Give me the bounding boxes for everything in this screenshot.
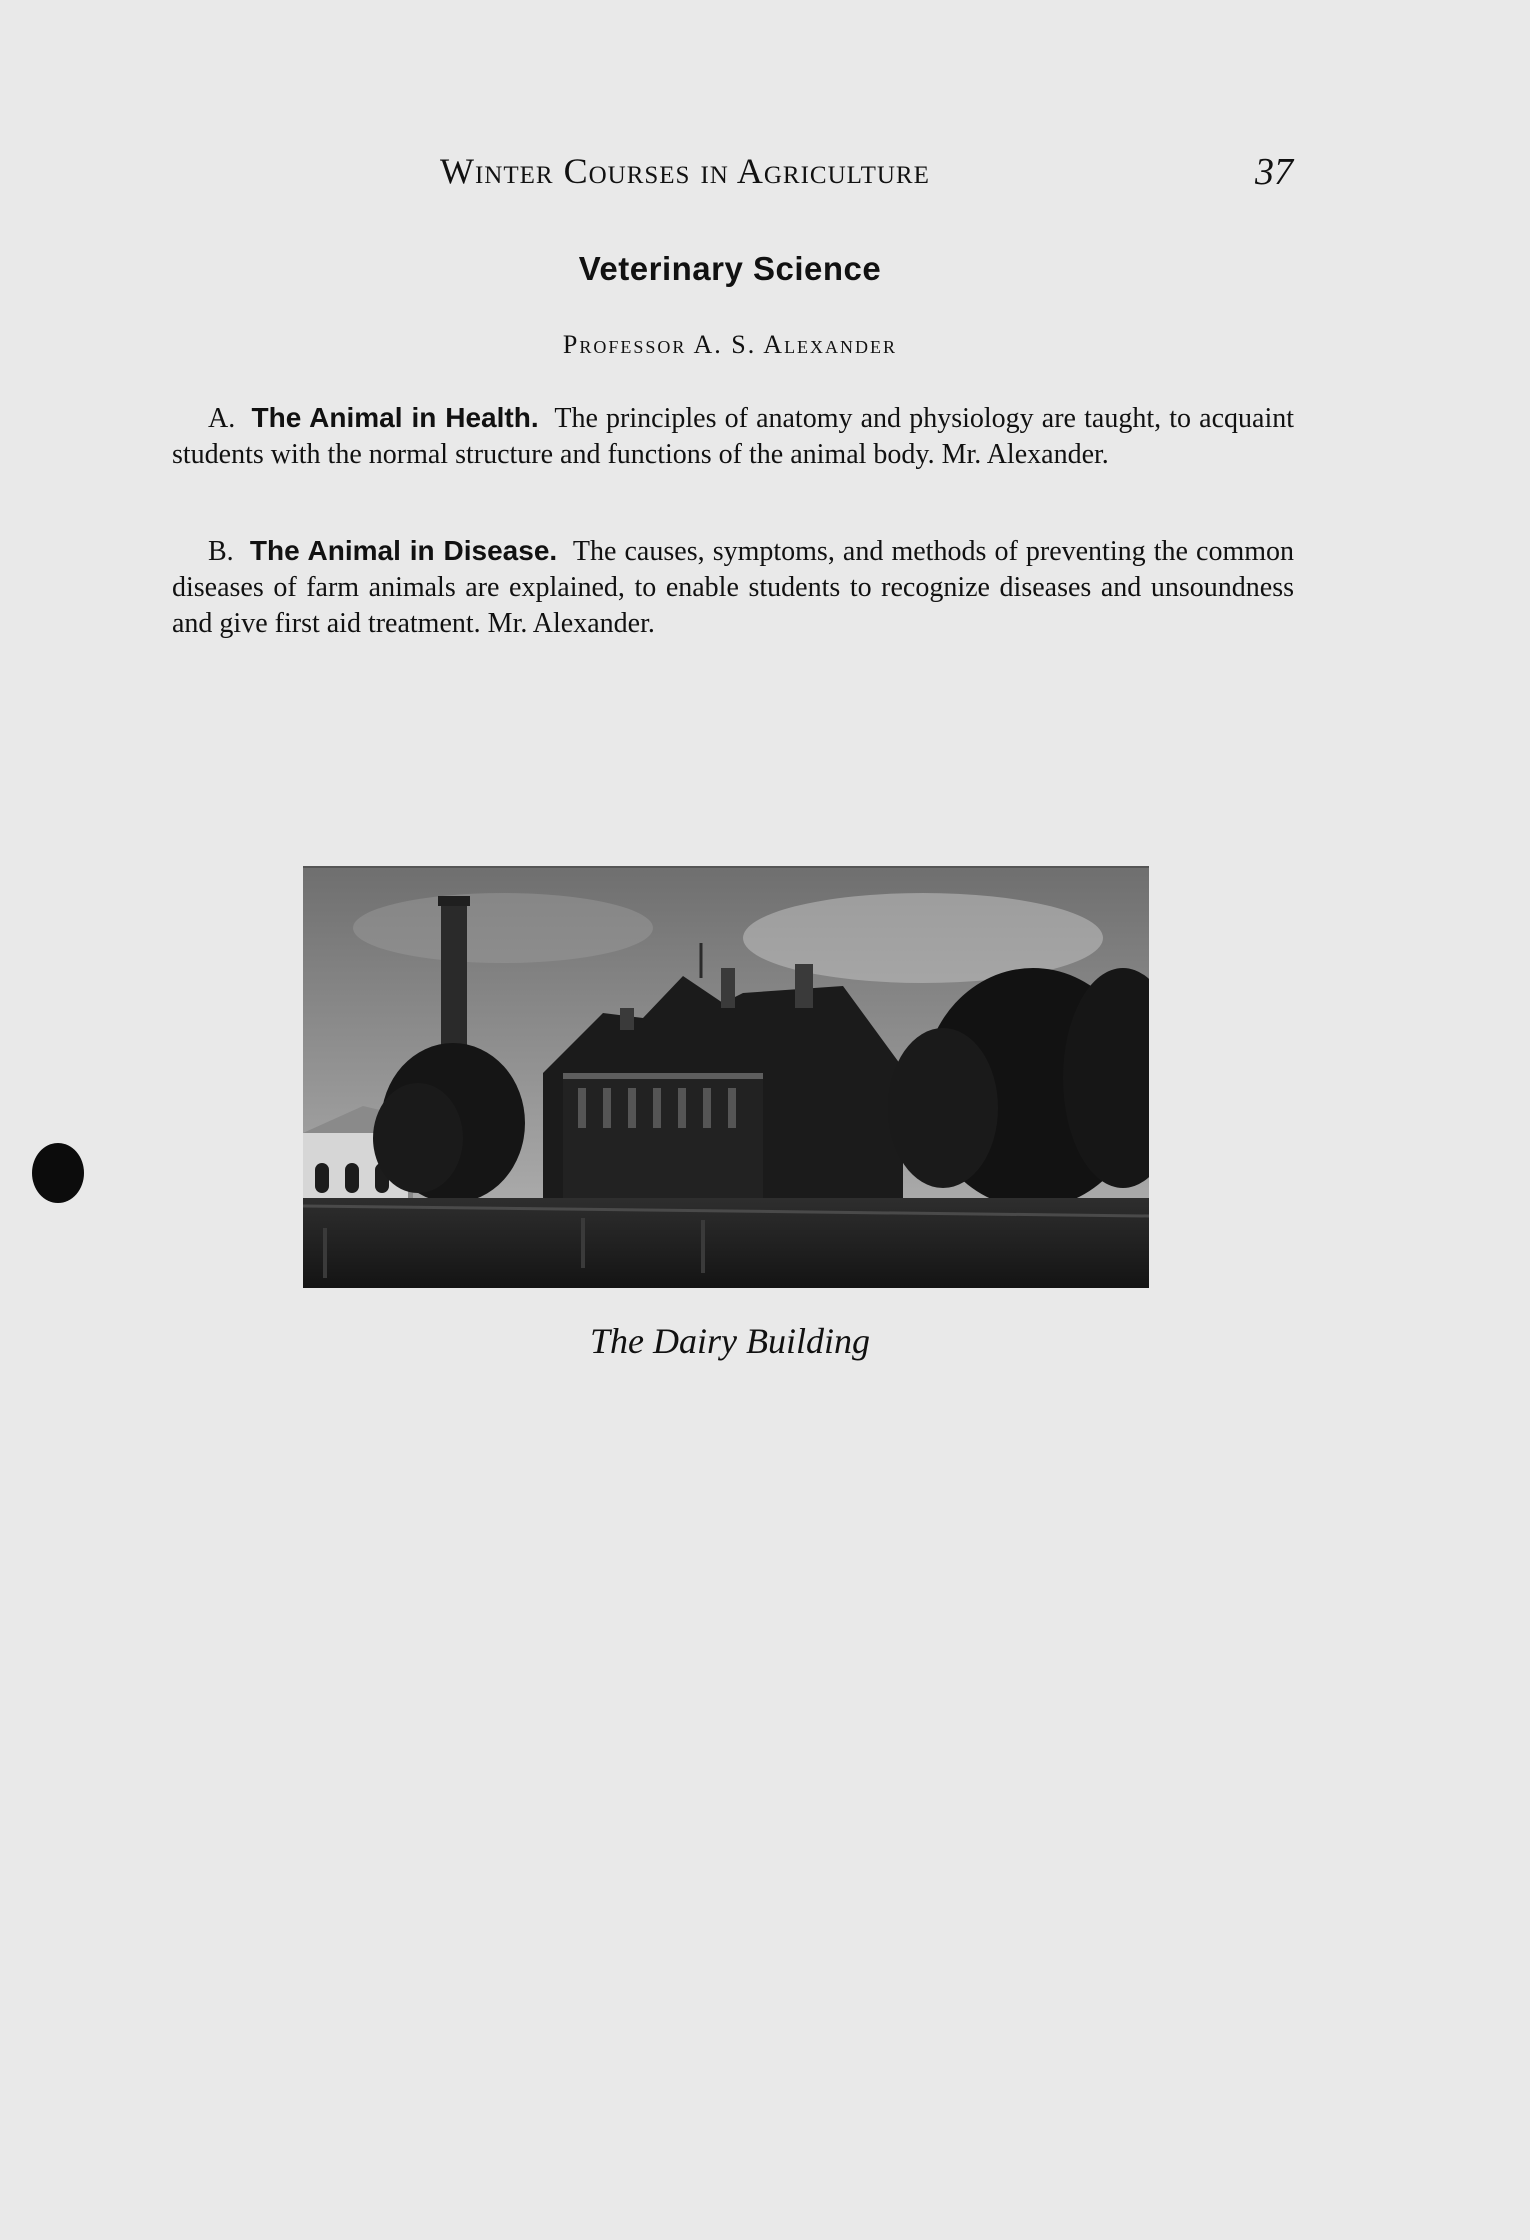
section-title: Veterinary Science	[578, 250, 882, 287]
course-entry-a	[172, 400, 1294, 473]
course-entry-b	[172, 533, 1294, 642]
course-letter: A.	[208, 403, 236, 434]
course-letter: B.	[208, 536, 234, 567]
course-name: The Animal in Disease.	[249, 535, 558, 566]
page-number: 37	[1255, 151, 1293, 193]
binding-hole-mark	[32, 1143, 84, 1203]
instructor-name: Professor A. S. Alexander	[562, 330, 898, 359]
dairy-building-photo	[303, 866, 1149, 1288]
photo-illustration	[303, 868, 1149, 1288]
course-description: The principles of anatomy and physiology are taught, to acquaint students with the normal structure and functions of the animal body. Mr. Alexander.	[172, 403, 1295, 470]
figure-caption: The Dairy Building	[590, 1321, 870, 1361]
course-description: The causes, symptoms, and methods of preventing the common diseases of farm animals are explained, to enable students to recognize diseases and unsoundness and give first aid treatment. Mr. Alexander.	[172, 536, 1295, 639]
running-head: Winter Courses in Agriculture	[440, 151, 930, 191]
course-name: The Animal in Health.	[251, 402, 539, 433]
